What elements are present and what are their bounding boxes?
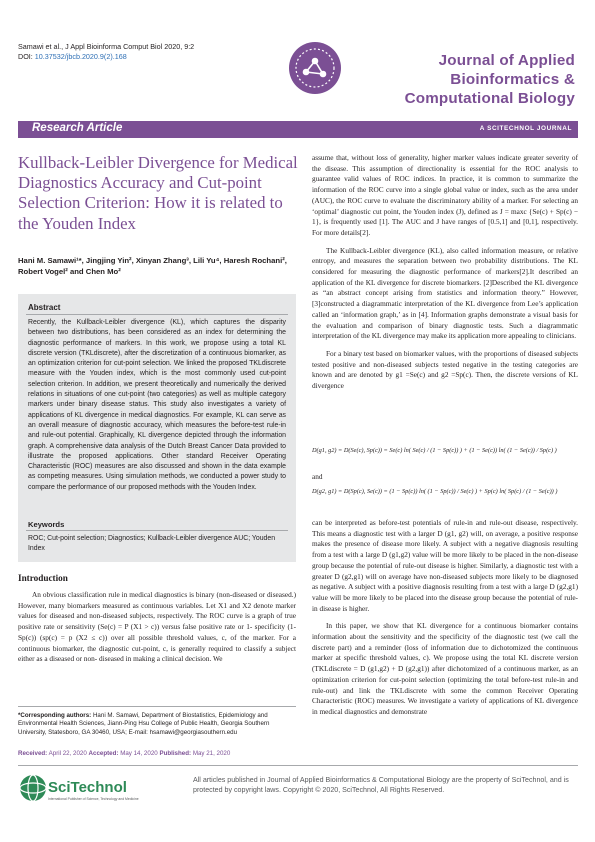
copyright-notice: All articles published in Journal of Applied Bioinformatics & Computational Biology are the property of SciTechnol, and is protected by copyright laws. Copyright © 2020, SciTechnol, All Rights Reserved. <box>193 776 569 794</box>
author-list: Hani M. Samawi¹*, Jingjing Yin², Xinyan Zhang³, Lili Yu⁴, Haresh Rochani², Robert Vogel² and Chen Mo² <box>18 256 287 276</box>
logo-tagline: International Publisher of Science, Technology and Medicine <box>48 797 139 801</box>
right-column-lower <box>312 518 578 725</box>
journal-name-line: Bioinformatics & <box>450 71 575 88</box>
keywords-heading: Keywords <box>28 520 65 529</box>
accepted-label: Accepted: <box>88 750 119 757</box>
paragraph: can be interpreted as before-test potentials of rule-in and rule-out disease, respectively. This means a diagnostic test with a larger D (g1, g2) will, on average, a positive response makes the presence of disease more likely. A subject with a negative diagnosis resulting from a test with a large D (g1,g2) value will be more likely to be placed in the non-disease group because the potential of rule-out disease is higher. Similarly, a diagnostic test with a greater D (g2,g1) will on average have non-diseased subjects more likely to be diagnosed as negative. A subject with a positive diagnosis resulting from a test with a large D (g2,g1) value will be more likely to be placed into the disease group because the potential of rule-in disease is higher. <box>312 518 578 613</box>
article-type-label: Research Article <box>32 122 123 134</box>
right-column-upper <box>312 153 578 399</box>
citation-line: Samawi et al., J Appl Bioinforma Comput Biol 2020, 9:2 <box>18 42 195 51</box>
correspondence-text: Hani M. Samawi, Department of Biostatistics, Epidemiology and Environmental Health Sciences, Jiann-Ping Hsu College of Public Health, Georgia Southern University, Statesboro, GA 30460, USA; E-mail: hsamawi@georgiasouthern.edu <box>18 712 270 736</box>
scitechnol-logo <box>18 770 139 808</box>
footer-divider <box>18 765 578 766</box>
article-dates <box>18 750 308 757</box>
journal-logo-icon <box>289 42 341 94</box>
received-label: Received: <box>18 750 48 757</box>
paragraph: For a binary test based on biomarker values, with the proportions of diseased subjects tested positive and non-diseased subjects tested negative in the testing categories are known and are denoted by g1 =Se(c) and g2 =Sp(c). Then, the discrete versions of KL divergence <box>312 348 578 391</box>
equation-kl-g1-g2: D(g1, g2) = D(Se(c), Sp(c)) = Se(c) ln( Se(c) / (1 − Sp(c)) ) + (1 − Se(c)) ln( (1 − Se(c)) / Sp(c) ) <box>312 447 557 454</box>
abstract-divider <box>26 314 288 315</box>
journal-tagline: A SCITECHNOL JOURNAL <box>479 125 572 132</box>
published-label: Published: <box>159 750 192 757</box>
abstract-heading: Abstract <box>28 303 61 312</box>
equation-kl-g2-g1: D(g2, g1) = D(Sp(c), Se(c)) = (1 − Sp(c)) ln( (1 − Sp(c)) / Se(c) ) + Sp(c) ln( Sp(c) / (1 − Se(c)) ) <box>312 488 558 495</box>
journal-name-line: Computational Biology <box>404 90 575 107</box>
logo-wordmark: SciTechnol <box>48 779 127 796</box>
correspondence-label: *Corresponding authors: <box>18 712 92 719</box>
doi-link[interactable]: 10.37532/jbcb.2020.9(2).168 <box>34 52 127 61</box>
doi-label: DOI: <box>18 52 33 61</box>
introduction-body <box>18 590 296 672</box>
abstract-box <box>18 294 296 562</box>
keywords-text: ROC; Cut-point selection; Diagnostics; Kullback-Leibler divergence AUC; Youden Index <box>28 535 276 553</box>
abstract-text: Recently, the Kullback-Leibler divergence (KL), which captures the disparity between two distributions, has been considered as an index for determining the diagnostic performance of markers. In this work, we propose using a total KL discrete version (TKLdiscrete), after the discretization of a continuous biomarker, as an optimization criterion for cut-point selection. We linked the proposed TKLdiscrete measure with the Youden index, which is the most commonly used cut-point selection criterion. In addition, we present theoretically and numerically the derived relations in situations of one cut-point (two categories) as well as multiple category markers under binary disease status. This study also investigates a variety of applications of KL divergence in medical diagnostics. For example, KL can serve as an overall measure of diagnostic accuracy, which measures the before-test rule-in and rule-out potential. Graphically, KL divergence depicted through the information graph. A comprehensive data analysis of the Dutch Breast Cancer Data provided to illustrate the proposed applications. Other standard Receiver Operating Characteristic (ROC) measures are also discussed and shown in the data example as competing measures. Using simulation methods, we conducted a power study to compare the performance of our proposed methods with the Youden Index. <box>28 319 286 491</box>
paragraph: The Kullback-Leibler divergence (KL), also called information measure, or relative entropy, and measures the separation between two probability distributions. The KL considered for measuring the diagnostic performance of markers[2].It described an application of the KL divergence for discrete biomarkers. [2]Described the KL divergence as “an abstract concept arising from statistics and information theory.” However, [3]constructed a diagrammatic interpretation of the KL divergence from Lee’s application called an ‘information graph,’ as in [4]. Information graphs demonstrate a visual basis for the evaluation and comparison of binary diagnostic tests. Such a diagrammatic interpretation of the KL divergence may make its application more appealing to clinicians. <box>312 245 578 341</box>
published-date: May 21, 2020 <box>192 750 231 757</box>
paragraph: assume that, without loss of generality, higher marker values indicate greater severity of the disease. This assumption of directionality is essential for the ROC analysis to guarantee valid values of ROC indices. In practice, it is common to summarize the information of the ROC curve into a single global value or index, such as the area under (AUC), the ROC curve to evaluate the discriminatory ability of a marker. For selecting an ‘optimal’ diagnostic cut point, the Youden index (J), defined as J = maxc {Se(c) + Sp(c) − 1}, is frequently used [1]. The AUC and J have ranges of [0.5,1] and [0,1], respectively. For more details[2]. <box>312 153 578 237</box>
article-title: Kullback-Leibler Divergence for Medical Diagnostics Accuracy and Cut-point Selection Criterion: How it is related to the Youden Index <box>18 153 298 233</box>
correspondence-note <box>18 712 296 737</box>
journal-name <box>335 51 575 108</box>
equation-connector: and <box>312 472 323 481</box>
received-date: April 22, 2020 <box>48 750 87 757</box>
footnote-divider <box>18 706 296 707</box>
article-type-banner <box>18 121 578 138</box>
keywords-divider <box>26 530 288 531</box>
journal-name-line: Journal of Applied <box>438 52 575 69</box>
accepted-date: May 14, 2020 <box>120 750 158 757</box>
paragraph: An obvious classification rule in medical diagnostics is binary (non-diseased or diseased.) However, many biomarkers measured as continuous variables. Let X1 and X2 denote marker values for diseased and non-diseased subjects, respectively. The ROC curve is a graph of true positive rate or sensitivity (Se(c) = P (X1 > c)) versus false positive rate or 1- specificity (1-Sp(c)) (sp(c) = p (X2 ≤ c)) over all possible threshold values, c, of the marker. For a continuous biomarker, the diagnostic cut-point, c, is generally required to classify a subject either as a diseased or non- diseased in making a clinical decision. We <box>18 590 296 664</box>
citation-block <box>18 42 194 62</box>
introduction-heading: Introduction <box>18 573 68 583</box>
doi-line <box>18 52 194 62</box>
paragraph: In this paper, we show that KL divergence for a continuous biomarker contains information about the sensitivity and the specificity of the diagnostic test (we call the discrete part) and a reminder (loss of information due to dichotomized the continuous marker at specific threshold values, c). We propose using the total KL discrete version (TKLdiscrete = D (g1,g2) + D (g2,g1)) after dichotomized of a continuous marker, as an optimization criterion for cut-point selection (optimizing the total before-test rule-in and rule-out) and link the TKLdiscrete with some the common Receiver Operating Characteristic (ROC) measures. We investigate a variety of applications of KL divergence in medical diagnostics and demonstrate <box>312 621 578 716</box>
